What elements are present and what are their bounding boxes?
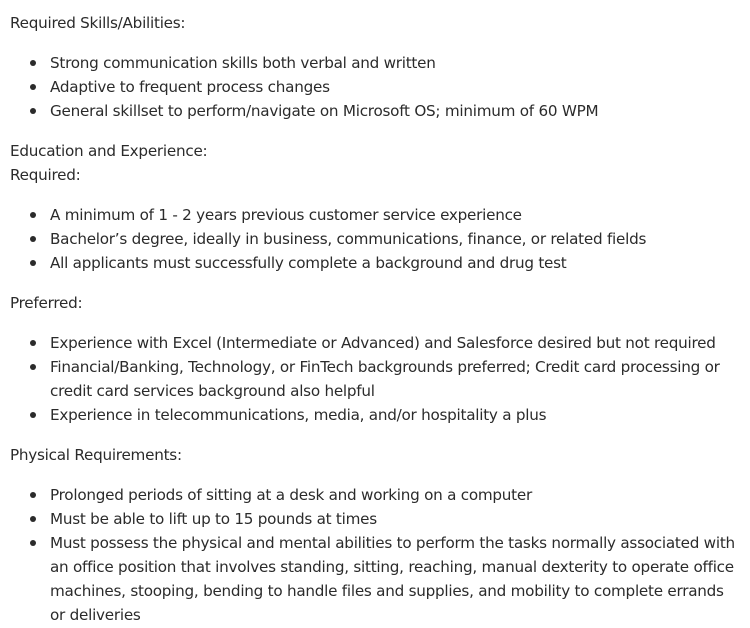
section-title-preferred: Preferred: <box>10 294 83 312</box>
list-item: Financial/Banking, Technology, or FinTech backgrounds preferred; Credit card processing or credit card services background also helpful <box>50 355 740 403</box>
list-item: Must be able to lift up to 15 pounds at times <box>50 507 740 531</box>
list-item: Adaptive to frequent process changes <box>50 75 740 99</box>
section-title-education-experience: Education and Experience: <box>10 142 208 160</box>
section-title-physical-requirements: Physical Requirements: <box>10 446 182 464</box>
required-education-list <box>10 203 740 275</box>
list-item: Must possess the physical and mental abilities to perform the tasks normally associated with an office position that involves standing, sitting, reaching, manual dexterity to operate office machines, stooping, bending to handle files and supplies, and mobility to complete errands or deliveries <box>50 531 740 627</box>
list-item: Bachelor’s degree, ideally in business, communications, finance, or related fields <box>50 227 740 251</box>
preferred-list <box>10 331 740 427</box>
list-item: A minimum of 1 - 2 years previous customer service experience <box>50 203 740 227</box>
list-item: Strong communication skills both verbal and written <box>50 51 740 75</box>
list-item: Prolonged periods of sitting at a desk and working on a computer <box>50 483 740 507</box>
physical-requirements-list <box>10 483 740 627</box>
list-item: Experience in telecommunications, media, and/or hospitality a plus <box>50 403 740 427</box>
section-subtitle-required: Required: <box>10 166 81 184</box>
list-item: General skillset to perform/navigate on Microsoft OS; minimum of 60 WPM <box>50 99 740 123</box>
section-title-required-skills: Required Skills/Abilities: <box>10 14 186 32</box>
required-skills-list <box>10 51 740 123</box>
list-item: Experience with Excel (Intermediate or Advanced) and Salesforce desired but not required <box>50 331 740 355</box>
list-item: All applicants must successfully complete a background and drug test <box>50 251 740 275</box>
